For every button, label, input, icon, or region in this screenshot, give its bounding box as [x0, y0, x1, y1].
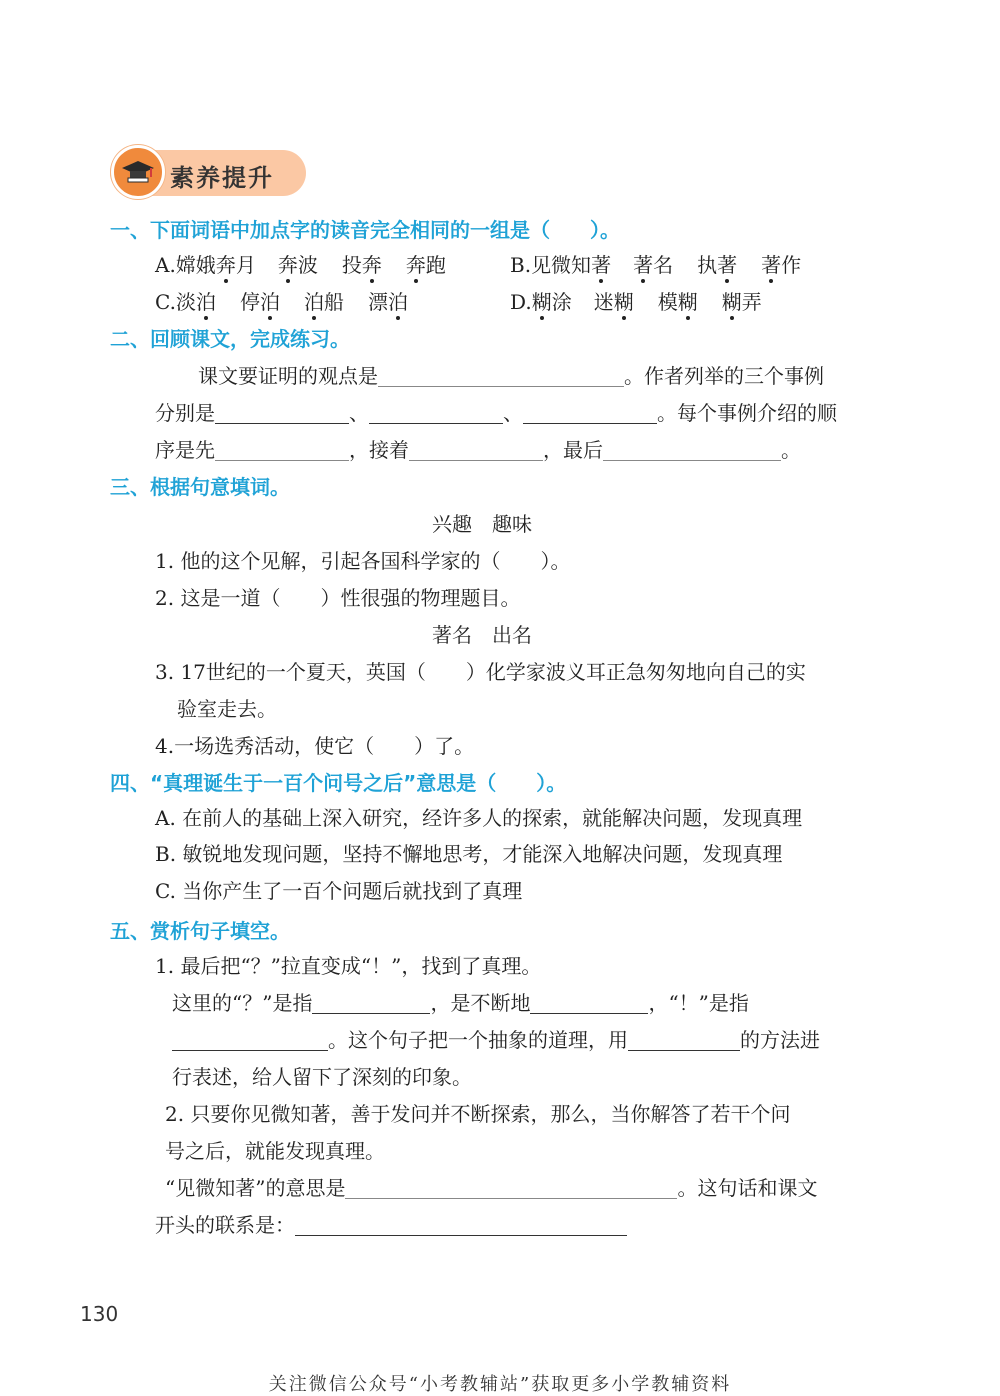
q1-title: 一、下面词语中加点字的读音完全相同的一组是（ ）。 [110, 218, 620, 242]
answer-blank[interactable] [215, 401, 349, 424]
answer-blank[interactable] [369, 401, 503, 424]
q2-line3: 序是先 ，接着 ，最后 。 [155, 438, 801, 462]
q3-sentence-3: 3. 17世纪的一个夏天，英国（ ）化学家波义耳正急匆匆地向自己的实 [155, 660, 806, 684]
q2-title: 二、回顾课文，完成练习。 [110, 327, 350, 351]
q5-s2-line2: 开头的联系是： [155, 1212, 627, 1238]
q3-sentence-3-cont: 验室走去。 [177, 697, 277, 721]
q3-word-options-2: 著名 出名 [432, 623, 532, 647]
q1-option-b: B.见微知著 著名 执著 著作 [510, 253, 802, 277]
q5-sentence-2-cont: 号之后，就能发现真理。 [165, 1139, 385, 1163]
answer-blank[interactable] [523, 401, 657, 424]
q3-word-options-1: 兴趣 趣味 [432, 512, 532, 536]
answer-blank[interactable] [530, 991, 648, 1014]
word: 嫦娥奔月 [175, 253, 256, 277]
q4-title: 四、“真理诞生于一百个问号之后”意思是（ ）。 [110, 771, 567, 795]
answer-blank[interactable] [628, 1028, 740, 1051]
q3-sentence-1: 1. 他的这个见解，引起各国科学家的（ ）。 [155, 549, 571, 573]
answer-blank[interactable] [312, 991, 430, 1014]
q5-s1-line1: 这里的“？”是指 ，是不断地 ，“！”是指 [172, 991, 749, 1015]
q5-sentence-1: 1. 最后把“？”拉直变成“！”，找到了真理。 [155, 954, 542, 978]
q2-line1: 课文要证明的观点是 。作者列举的三个事例 [198, 364, 824, 388]
q5-title: 五、赏析句子填空。 [110, 919, 290, 943]
q1-option-d: D.糊涂 迷糊 模糊 糊弄 [510, 290, 762, 314]
q4-option-a: A. 在前人的基础上深入研究，经许多人的探索，就能解决问题，发现真理 [155, 806, 803, 830]
q4-option-c: C. 当你产生了一百个问题后就找到了真理 [155, 879, 523, 903]
q5-s1-line2: 。这个句子把一个抽象的道理，用 的方法进 [172, 1027, 820, 1053]
page-number: 130 [80, 1302, 119, 1326]
banner-icon-circle [111, 145, 165, 199]
graduation-cap-icon [114, 148, 162, 196]
answer-blank[interactable] [378, 364, 624, 387]
answer-blank[interactable] [345, 1176, 677, 1199]
answer-blank[interactable] [295, 1213, 627, 1236]
q1-option-a: A.嫦娥奔月 奔波 投奔 奔跑 [155, 253, 446, 277]
banner-title: 素养提升 [170, 164, 274, 192]
q3-sentence-4: 4.一场选秀活动，使它（ ）了。 [155, 734, 475, 758]
q1-option-c: C.淡泊 停泊 泊船 漂泊 [155, 290, 408, 314]
answer-blank[interactable] [172, 1028, 328, 1051]
answer-blank[interactable] [409, 438, 543, 461]
q5-s1-line3: 行表述，给人留下了深刻的印象。 [172, 1065, 472, 1089]
answer-blank[interactable] [603, 438, 781, 461]
q3-sentence-2: 2. 这是一道（ ）性很强的物理题目。 [155, 586, 521, 610]
footer-note: 关注微信公众号“小考教辅站”获取更多小学教辅资料 [268, 1374, 732, 1395]
q4-option-b: B. 敏锐地发现问题，坚持不懈地思考，才能深入地解决问题，发现真理 [155, 842, 783, 866]
answer-blank[interactable] [215, 438, 349, 461]
q5-s2-line1: “见微知著”的意思是 。这句话和课文 [165, 1176, 818, 1200]
q2-line2: 分别是 、 、 。每个事例介绍的顺 [155, 401, 837, 425]
q3-title: 三、根据句意填词。 [110, 475, 290, 499]
q5-sentence-2: 2. 只要你见微知著，善于发问并不断探索，那么，当你解答了若干个问 [165, 1102, 791, 1126]
